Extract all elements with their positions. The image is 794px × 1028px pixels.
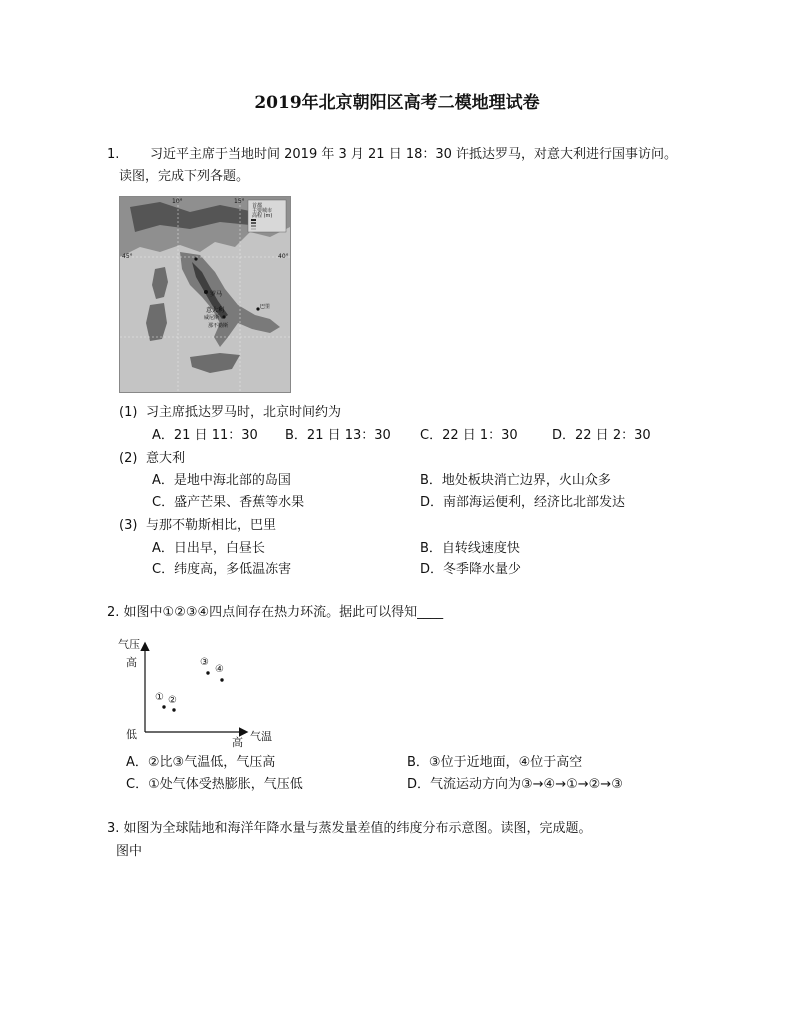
thermal-circulation-diagram bbox=[112, 636, 312, 749]
q1-sub1-option-c[interactable]: C．22 日 1：30 bbox=[420, 428, 518, 443]
q3-line2: 图中 bbox=[116, 844, 143, 859]
map-label-naples: 那不勒斯 bbox=[208, 323, 229, 329]
italy-map-svg bbox=[120, 197, 290, 392]
diagram-y-high: 高 bbox=[126, 656, 137, 669]
point-2-dot bbox=[172, 708, 175, 711]
q1-sub3-option-b[interactable]: B．自转线速度快 bbox=[420, 541, 520, 556]
q1-sub2-option-d[interactable]: D．南部海运便利，经济比北部发达 bbox=[420, 495, 626, 510]
q2-option-a[interactable]: A．②比③气温低，气压高 bbox=[126, 755, 276, 770]
page-title: 2019年北京朝阳区高考二模地理试卷 bbox=[254, 93, 540, 113]
point-1-dot bbox=[162, 705, 165, 708]
q1-sub2-option-c[interactable]: C．盛产芒果、香蕉等水果 bbox=[152, 495, 305, 510]
q1-sub3-option-c[interactable]: C．纬度高，多低温冻害 bbox=[152, 562, 292, 577]
q1-sub3-text: 与那不勒斯相比，巴里 bbox=[146, 518, 277, 533]
q1-sub3-number: (3) bbox=[119, 518, 138, 533]
diagram-point-1-label: ① bbox=[155, 692, 164, 703]
map-legend-elevation: 高程 (m) bbox=[252, 213, 273, 219]
q1-sub2-text: 意大利 bbox=[146, 451, 186, 466]
q1-number: 1. bbox=[107, 147, 120, 162]
diagram-x-axis-label: 气温 bbox=[250, 730, 272, 743]
q2-option-b[interactable]: B．③位于近地面，④位于高空 bbox=[407, 755, 583, 770]
q2-stem: 2. 如图中①②③④四点间存在热力环流。据此可以得知____ bbox=[107, 605, 444, 620]
diagram-point-2-label: ② bbox=[168, 695, 177, 706]
q3-stem: 3. 如图为全球陆地和海洋年降水量与蒸发量差值的纬度分布示意图。读图，完成题。 bbox=[107, 821, 592, 836]
point-4-dot bbox=[220, 678, 223, 681]
map-lat-label-1: 45° bbox=[122, 253, 133, 260]
diagram-point-4-label: ④ bbox=[215, 664, 224, 675]
map-label-venice: 威尼斯 bbox=[204, 315, 220, 321]
diagram-y-low: 低 bbox=[126, 728, 137, 741]
map-legend-capital: 首都 bbox=[252, 203, 263, 209]
diagram-point-3-label: ③ bbox=[200, 657, 209, 668]
map-lon-label-2: 15° bbox=[234, 198, 245, 205]
q2-option-d[interactable]: D．气流运动方向为③→④→①→②→③ bbox=[407, 777, 623, 792]
italy-map-figure bbox=[119, 196, 291, 393]
map-label-bari: 巴里 bbox=[260, 304, 271, 310]
map-lat-label-2: 40° bbox=[278, 253, 289, 260]
map-label-rome: 罗马 bbox=[210, 291, 223, 298]
q1-sub3-option-d[interactable]: D．冬季降水量少 bbox=[420, 562, 522, 577]
point-3-dot bbox=[206, 671, 209, 674]
q2-option-c[interactable]: C．①处气体受热膨胀，气压低 bbox=[126, 777, 303, 792]
q1-stem-line2: 读图，完成下列各题。 bbox=[119, 169, 250, 184]
q1-sub2-option-b[interactable]: B．地处板块消亡边界，火山众多 bbox=[420, 473, 611, 488]
q1-sub1-option-a[interactable]: A．21 日 11：30 bbox=[152, 428, 258, 443]
q1-sub2-number: (2) bbox=[119, 451, 138, 466]
q1-sub1-option-b[interactable]: B．21 日 13：30 bbox=[285, 428, 391, 443]
q1-stem-line1: 习近平主席于当地时间 2019 年 3 月 21 日 18：30 许抵达罗马，对意大利进行国事访问。 bbox=[150, 147, 678, 162]
q1-sub2-option-a[interactable]: A．是地中海北部的岛国 bbox=[152, 473, 291, 488]
diagram-y-axis-label: 气压 bbox=[118, 638, 140, 651]
q1-sub1-number: (1) bbox=[119, 405, 138, 420]
thermal-circulation-svg bbox=[112, 636, 312, 746]
q1-sub3-option-a[interactable]: A．日出早，白昼长 bbox=[152, 541, 265, 556]
q1-sub1-option-d[interactable]: D．22 日 2：30 bbox=[552, 428, 651, 443]
map-label-italy: 意大利 bbox=[206, 307, 225, 314]
map-legend-city: 主要城市 bbox=[252, 208, 273, 214]
q1-sub1-text: 习主席抵达罗马时，北京时间约为 bbox=[146, 405, 342, 420]
diagram-x-high: 高 bbox=[232, 736, 243, 749]
map-lon-label-1: 10° bbox=[172, 198, 183, 205]
